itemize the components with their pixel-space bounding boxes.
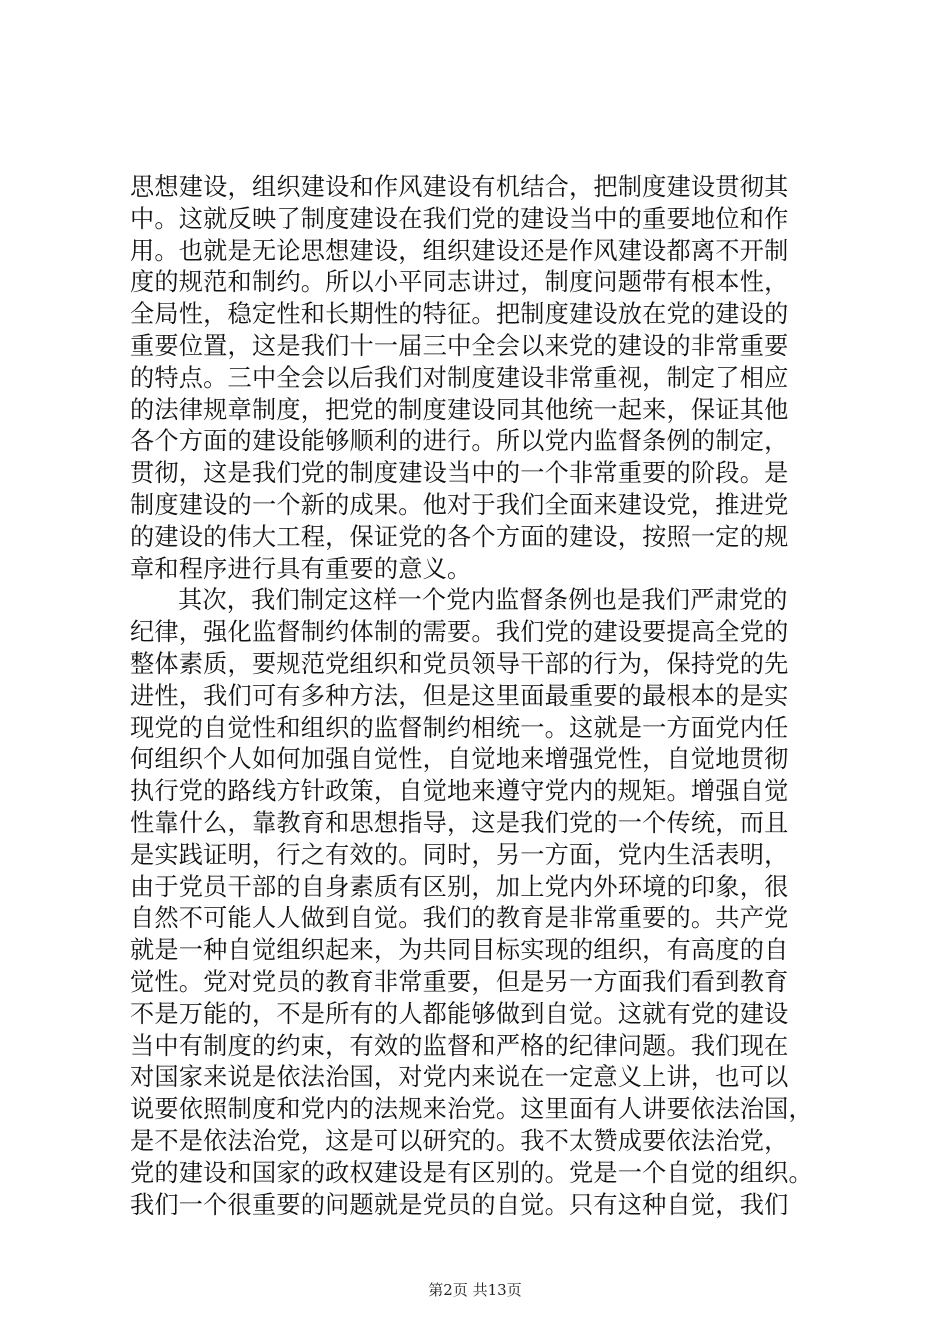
body-text xyxy=(130,172,830,1221)
text-line: 整体素质，要规范党组织和党员领导干部的行为，保持党的先 xyxy=(130,649,789,678)
text-line: 进性，我们可有多种方法，但是这里面最重要的最根本的是实 xyxy=(130,681,789,710)
text-line: 贯彻，这是我们党的制度建设当中的一个非常重要的阶段。是 xyxy=(130,459,789,488)
page-footer: 第2页 共13页 xyxy=(428,1281,522,1299)
text-line: 全局性，稳定性和长期性的特征。把制度建设放在党的建设的 xyxy=(130,300,789,329)
text-line: 重要位置，这是我们十一届三中全会以来党的建设的非常重要 xyxy=(130,331,789,360)
text-line: 中。这就反映了制度建设在我们党的建设当中的重要地位和作 xyxy=(130,204,789,233)
text-line: 的特点。三中全会以后我们对制度建设非常重视，制定了相应 xyxy=(130,363,789,392)
text-line: 执行党的路线方针政策，自觉地来遵守党内的规矩。增强自觉 xyxy=(130,777,789,806)
text-line: 当中有制度的约束，有效的监督和严格的纪律问题。我们现在 xyxy=(130,1031,789,1060)
text-line: 由于党员干部的自身素质有区别，加上党内外环境的印象，很 xyxy=(130,872,789,901)
text-line: 各个方面的建设能够顺利的进行。所以党内监督条例的制定， xyxy=(130,427,789,456)
text-line: 何组织个人如何加强自觉性，自觉地来增强党性，自觉地贯彻 xyxy=(130,745,789,774)
text-line: 对国家来说是依法治国，对党内来说在一定意义上讲，也可以 xyxy=(130,1063,789,1092)
text-line: 制度建设的一个新的成果。他对于我们全面来建设党，推进党 xyxy=(130,490,789,519)
text-line: 其次，我们制定这样一个党内监督条例也是我们严肃党的 xyxy=(178,586,788,615)
text-line: 的法律规章制度，把党的制度建设同其他统一起来，保证其他 xyxy=(130,395,789,424)
text-line: 说要依照制度和党内的法规来治党。这里面有人讲要依法治国， xyxy=(130,1095,813,1124)
text-line: 纪律，强化监督制约体制的需要。我们党的建设要提高全党的 xyxy=(130,618,789,647)
text-line: 就是一种自觉组织起来，为共同目标实现的组织，有高度的自 xyxy=(130,936,789,965)
text-line: 章和程序进行具有重要的意义。 xyxy=(130,554,472,583)
text-line: 觉性。党对党员的教育非常重要，但是另一方面我们看到教育 xyxy=(130,967,789,996)
text-line: 现党的自觉性和组织的监督制约相统一。这就是一方面党内任 xyxy=(130,713,789,742)
text-line: 我们一个很重要的问题就是党员的自觉。只有这种自觉，我们 xyxy=(130,1190,789,1219)
text-line: 度的规范和制约。所以小平同志讲过，制度问题带有根本性， xyxy=(130,268,789,297)
text-line: 党的建设和国家的政权建设是有区别的。党是一个自觉的组织。 xyxy=(130,1158,813,1187)
text-line: 是实践证明，行之有效的。同时，另一方面，党内生活表明， xyxy=(130,840,789,869)
text-line: 自然不可能人人做到自觉。我们的教育是非常重要的。共产党 xyxy=(130,904,789,933)
text-line: 用。也就是无论思想建设，组织建设还是作风建设都离不开制 xyxy=(130,236,789,265)
text-line: 性靠什么，靠教育和思想指导，这是我们党的一个传统，而且 xyxy=(130,808,789,837)
text-line: 的建设的伟大工程，保证党的各个方面的建设，按照一定的规 xyxy=(130,522,789,551)
text-line: 是不是依法治党，这是可以研究的。我不太赞成要依法治党， xyxy=(130,1126,789,1155)
text-line: 不是万能的，不是所有的人都能够做到自觉。这就有党的建设 xyxy=(130,999,789,1028)
text-line: 思想建设，组织建设和作风建设有机结合，把制度建设贯彻其 xyxy=(130,173,789,201)
